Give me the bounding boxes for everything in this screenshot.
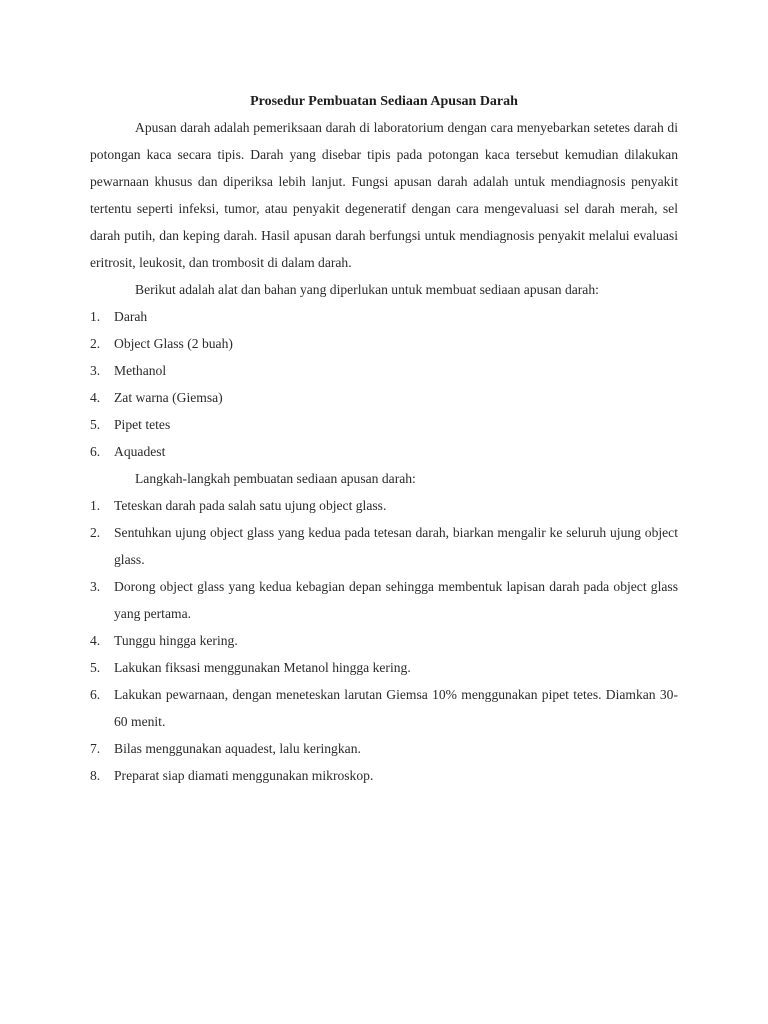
list-item-text: Sentuhkan ujung object glass yang kedua pada tetesan darah, biarkan mengalir ke seluruh ujung object glass. bbox=[114, 525, 678, 567]
list-number: 6. bbox=[90, 444, 101, 459]
list-item-text: Darah bbox=[114, 309, 148, 324]
list-item-text: Methanol bbox=[114, 363, 167, 378]
list-number: 1. bbox=[90, 309, 101, 324]
list-item-text: Dorong object glass yang kedua kebagian depan sehingga membentuk lapisan darah pada object glass yang pertama. bbox=[114, 579, 678, 621]
list-item bbox=[90, 681, 678, 735]
list-number: 2. bbox=[90, 336, 101, 351]
list-number: 6. bbox=[90, 687, 101, 702]
intro-paragraph: Apusan darah adalah pemeriksaan darah di laboratorium dengan cara menyebarkan setetes darah di potongan kaca secara tipis. Darah yang disebar tipis pada potongan kaca tersebut kemudian dilakukan pewarnaan khusus dan diperiksa lebih lanjut. Fungsi apusan darah adalah untuk mendiagnosis penyakit tertentu seperti infeksi, tumor, atau penyakit degeneratif dengan cara mengevaluasi sel darah merah, sel darah putih, dan keping darah. Hasil apusan darah berfungsi untuk mendiagnosis penyakit melalui evaluasi eritrosit, leukosit, dan trombosit di dalam darah. bbox=[90, 120, 678, 270]
list-item-text: Lakukan fiksasi menggunakan Metanol hingga kering. bbox=[114, 660, 411, 675]
list-item-text: Aquadest bbox=[114, 444, 166, 459]
list-item-text: Pipet tetes bbox=[114, 417, 171, 432]
list-item bbox=[90, 492, 678, 519]
list-number: 7. bbox=[90, 741, 101, 756]
steps-intro: Langkah-langkah pembuatan sediaan apusan darah: bbox=[135, 471, 416, 486]
list-item bbox=[90, 384, 678, 411]
list-item-text: Lakukan pewarnaan, dengan meneteskan larutan Giemsa 10% menggunakan pipet tetes. Diamkan 30-60 menit. bbox=[114, 687, 678, 729]
list-item-text: Zat warna (Giemsa) bbox=[114, 390, 223, 405]
list-item bbox=[90, 519, 678, 573]
list-item bbox=[90, 627, 678, 654]
list-number: 4. bbox=[90, 633, 101, 648]
list-number: 5. bbox=[90, 417, 101, 432]
materials-intro: Berikut adalah alat dan bahan yang diperlukan untuk membuat sediaan apusan darah: bbox=[135, 282, 599, 297]
list-number: 1. bbox=[90, 498, 101, 513]
list-item bbox=[90, 330, 678, 357]
materials-list bbox=[90, 303, 678, 465]
list-number: 4. bbox=[90, 390, 101, 405]
document-title: Prosedur Pembuatan Sediaan Apusan Darah bbox=[250, 94, 518, 109]
list-item bbox=[90, 411, 678, 438]
list-item-text: Preparat siap diamati menggunakan mikroskop. bbox=[114, 768, 374, 783]
list-number: 3. bbox=[90, 579, 101, 594]
list-item bbox=[90, 654, 678, 681]
list-item bbox=[90, 438, 678, 465]
list-item bbox=[90, 735, 678, 762]
list-number: 3. bbox=[90, 363, 101, 378]
list-number: 8. bbox=[90, 768, 101, 783]
list-item-text: Teteskan darah pada salah satu ujung object glass. bbox=[114, 498, 387, 513]
list-item-text: Object Glass (2 buah) bbox=[114, 336, 233, 351]
list-item-text: Bilas menggunakan aquadest, lalu keringkan. bbox=[114, 741, 361, 756]
list-item bbox=[90, 357, 678, 384]
steps-list bbox=[90, 492, 678, 789]
document-page bbox=[90, 92, 678, 789]
list-item bbox=[90, 303, 678, 330]
list-number: 5. bbox=[90, 660, 101, 675]
list-item-text: Tunggu hingga kering. bbox=[114, 633, 238, 648]
list-number: 2. bbox=[90, 525, 101, 540]
list-item bbox=[90, 762, 678, 789]
list-item bbox=[90, 573, 678, 627]
